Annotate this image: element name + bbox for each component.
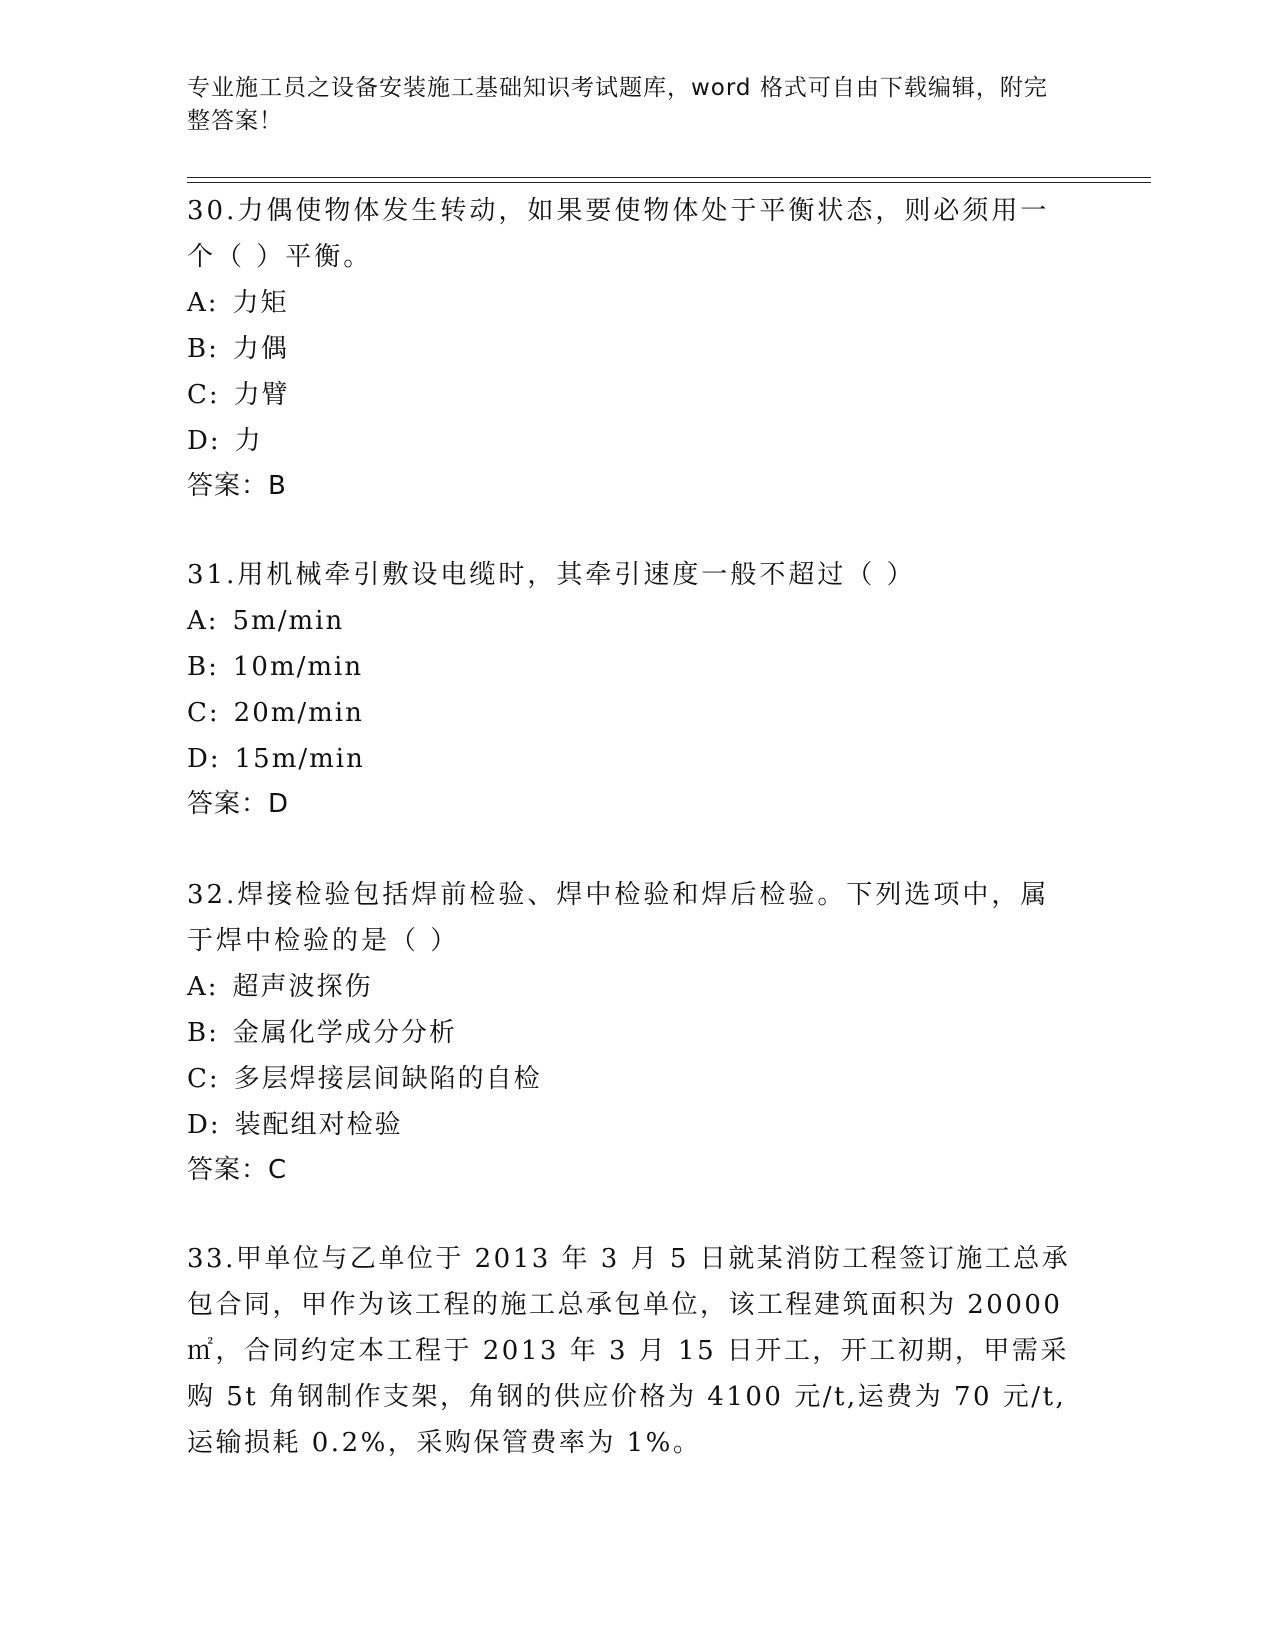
option-key: D: [187,426,221,456]
option-key: C: [187,698,220,728]
option-text: 金属化学成分分析 [232,1018,457,1048]
option-key: B: [187,334,219,364]
option-d [187,736,1077,782]
answer-line: 答案：B [187,471,287,501]
option-key: C: [187,1064,220,1094]
header-divider-bottom [187,182,1151,183]
option-text: 5m/min [232,606,345,636]
question-stem: 33.甲单位与乙单位于 2013 年 3 月 5 日就某消防工程签订施工总承包合同，甲作为该工程的施工总承包单位，该工程建筑面积为 20000㎡，合同约定本工程于 2013 年 3 月 15 日开工，开工初期，甲需采购 5t 角钢制作支架，角钢的供应价格为 4100 元/t,运费为 70 元/t,运输损耗 0.2%，采购保管费率为 1%。 [187,1244,1071,1458]
option-d [187,418,1077,464]
option-c [187,690,1077,736]
option-key: B: [187,652,219,682]
option-b [187,326,1077,372]
option-key: D: [187,744,221,774]
option-b [187,1010,1077,1056]
question-stem: 32.焊接检验包括焊前检验、焊中检验和焊后检验。下列选项中，属于焊中检验的是（ ） [187,880,1050,956]
option-d [187,1102,1077,1148]
option-text: 15m/min [234,744,365,774]
option-c [187,372,1077,418]
option-text: 力臂 [233,380,290,410]
option-key: D: [187,1110,221,1140]
question-stem: 30.力偶使物体发生转动，如果要使物体处于平衡状态，则必须用一个（ ）平衡。 [187,196,1050,272]
option-b [187,644,1077,690]
option-a [187,598,1077,644]
question-31 [187,552,1077,826]
option-text: 力偶 [232,334,289,364]
option-text: 装配组对检验 [234,1110,403,1140]
option-text: 20m/min [233,698,364,728]
option-key: C: [187,380,220,410]
option-key: A: [187,288,219,318]
option-text: 10m/min [232,652,364,682]
question-30 [187,188,1077,508]
question-stem: 31.用机械牵引敷设电缆时，其牵引速度一般不超过（ ） [187,560,916,590]
option-text: 超声波探伤 [232,972,373,1002]
header-divider-top [187,177,1151,178]
option-key: A: [187,606,219,636]
document-header: 专业施工员之设备安装施工基础知识考试题库，word 格式可自由下载编辑，附完整答案！ [187,75,1048,134]
option-a [187,964,1077,1010]
answer-line: 答案：C [187,1155,288,1185]
option-key: A: [187,972,219,1002]
option-text: 力 [234,426,263,456]
option-text: 力矩 [232,288,289,318]
option-a [187,280,1077,326]
option-key: B: [187,1018,219,1048]
option-text: 多层焊接层间缺陷的自检 [233,1064,542,1094]
option-c [187,1056,1077,1102]
question-33 [187,1236,1077,1466]
question-32 [187,872,1077,1192]
answer-line: 答案：D [187,789,290,819]
